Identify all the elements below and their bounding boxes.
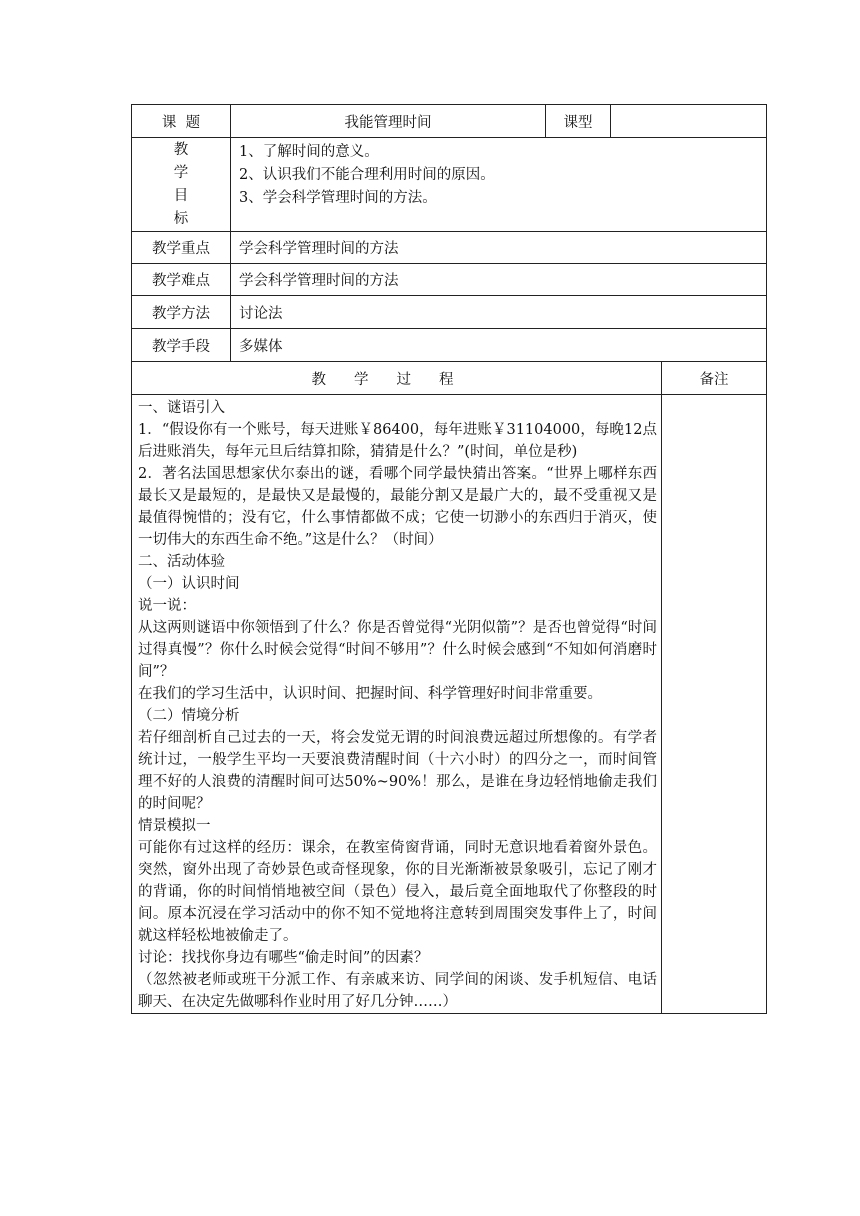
type-label: 课型: [546, 105, 611, 138]
process-paragraph: （一）认识时间: [138, 576, 240, 592]
method-row: [132, 296, 767, 329]
process-paragraph: 一、谜语引入: [138, 400, 225, 416]
topic-value: 我能管理时间: [231, 105, 546, 138]
difficulty-value: 学会科学管理时间的方法: [231, 264, 767, 296]
goal-item: 1、了解时间的意义。: [239, 144, 379, 160]
process-content: [132, 395, 662, 1014]
means-value: 多媒体: [231, 329, 767, 362]
goals-list: [231, 138, 767, 232]
means-row: [132, 329, 767, 362]
process-header-row: [132, 362, 767, 395]
key-point-value: 学会科学管理时间的方法: [231, 232, 767, 264]
goal-item: 2、认识我们不能合理利用时间的原因。: [239, 167, 495, 183]
process-paragraph: 2．著名法国思想家伏尔泰出的谜，看哪个同学最快猜出答案。“世界上哪样东西最长又是最短的，是最快又是最慢的，最能分割又是最广大的，最不受重视又是最值得惋惜的；没有它，什么事情都做不成；它使一切渺小的东西归于消灭，使一切伟大的东西生命不绝。”这是什么？（时间）: [138, 466, 657, 548]
goals-label-char: 标: [173, 210, 189, 227]
process-heading: 教学过程: [132, 362, 662, 395]
process-paragraph: 情景模拟一: [138, 818, 211, 834]
process-paragraph: 从这两则谜语中你领悟到了什么？你是否曾觉得“光阴似箭”？是否也曾觉得“时间过得真慢”？你什么时候会觉得“时间不够用”？什么时候会感到“不知如何消磨时间”？: [138, 620, 657, 680]
process-paragraph: 若仔细剖析自己过去的一天，将会发觉无谓的时间浪费远超过所想像的。有学者统计过，一般学生平均一天要浪费清醒时间（十六小时）的四分之一，而时间管理不好的人浪费的清醒时间可达50%~90%！那么，是谁在身边轻悄地偷走我们的时间呢？: [138, 730, 657, 812]
lesson-plan-table: [131, 104, 767, 1014]
lesson-plan-sheet: [131, 104, 766, 1014]
goals-label-char: 目: [173, 187, 189, 204]
process-paragraph: 讨论：找找你身边有哪些“偷走时间”的因素？: [138, 950, 429, 966]
process-paragraph: 在我们的学习生活中，认识时间、把握时间、科学管理好时间非常重要。: [138, 686, 602, 702]
key-point-row: [132, 232, 767, 264]
goals-label-char: 学: [173, 164, 189, 181]
remarks-label: 备注: [662, 362, 767, 395]
remarks-cell: [662, 395, 767, 1014]
goals-row: [132, 138, 767, 232]
topic-label: 课 题: [132, 105, 231, 138]
type-value: [611, 105, 767, 138]
process-paragraph: 说一说：: [138, 598, 196, 614]
topic-row: [132, 105, 767, 138]
difficulty-label: 教学难点: [132, 264, 231, 296]
key-point-label: 教学重点: [132, 232, 231, 264]
difficulty-row: [132, 264, 767, 296]
means-label: 教学手段: [132, 329, 231, 362]
process-body-row: [132, 395, 767, 1014]
process-paragraph: （二）情境分析: [138, 708, 240, 724]
process-paragraph: 可能你有过这样的经历：课余，在教室倚窗背诵，同时无意识地看着窗外景色。突然，窗外出现了奇妙景色或奇怪现象，你的目光渐渐被景象吸引，忘记了刚才的背诵，你的时间悄悄地被空间（景色）侵入，最后竟全面地取代了你整段的时间。原本沉浸在学习活动中的你不知不觉地将注意转到周围突发事件上了，时间就这样轻松地被偷走了。: [138, 840, 657, 944]
process-paragraph: 二、活动体验: [138, 554, 225, 570]
goals-label-char: 教: [173, 141, 189, 158]
process-paragraph: 1．“假设你有一个账号，每天进账￥86400，每年进账￥31104000，每晚12点后进账消失，每年元旦后结算扣除，猜猜是什么？”(时间，单位是秒): [138, 422, 657, 460]
method-label: 教学方法: [132, 296, 231, 329]
goal-item: 3、学会科学管理时间的方法。: [239, 190, 437, 206]
method-value: 讨论法: [231, 296, 767, 329]
process-paragraph: （忽然被老师或班干分派工作、有亲戚来访、同学间的闲谈、发手机短信、电话聊天、在决定先做哪科作业时用了好几分钟……）: [138, 972, 657, 1010]
goals-label: [132, 138, 231, 232]
